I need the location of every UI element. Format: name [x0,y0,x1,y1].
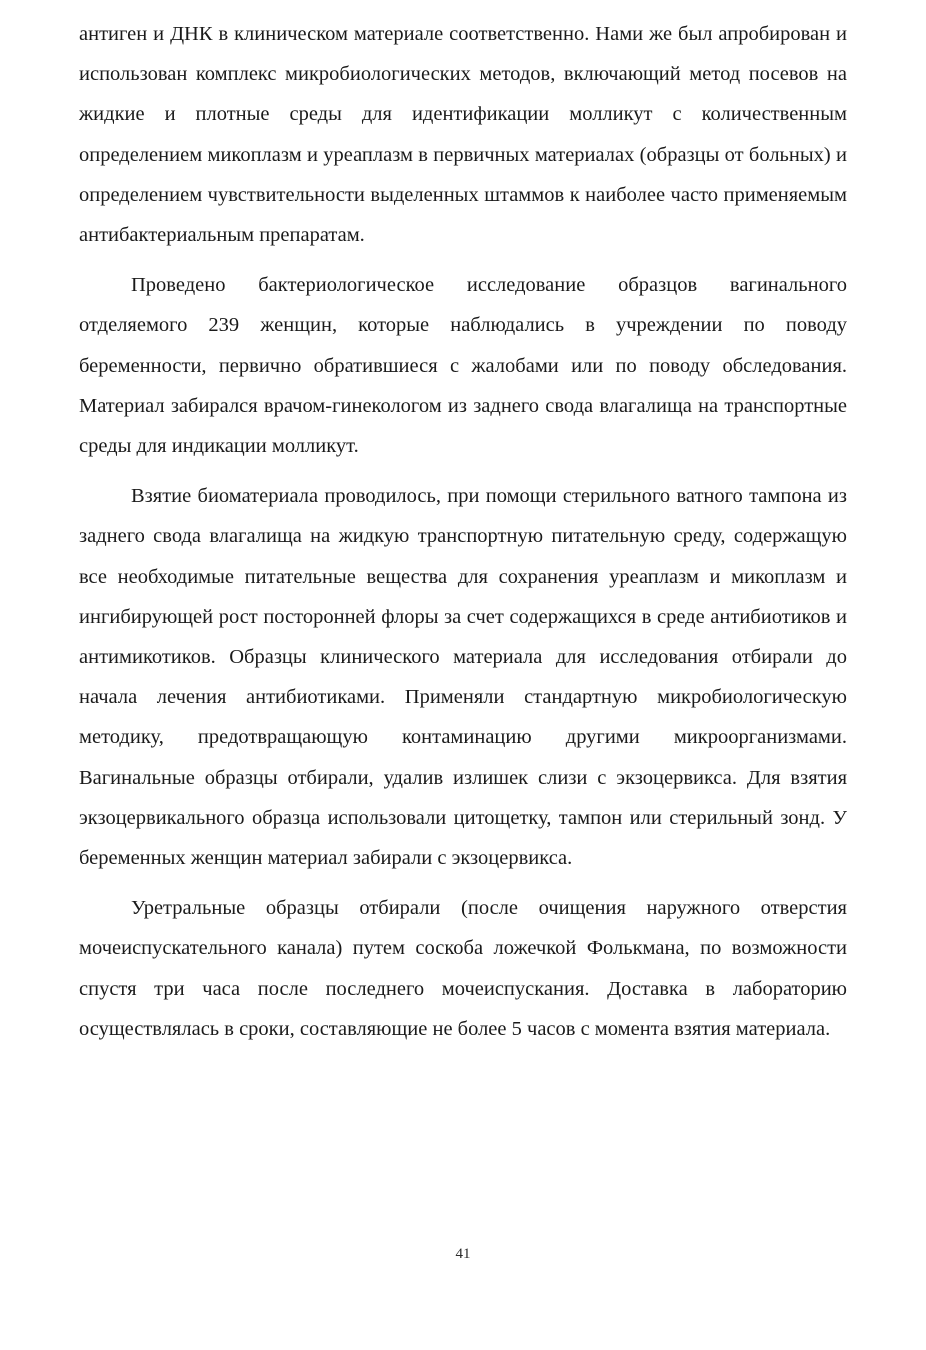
paragraph-1: антиген и ДНК в клиническом материале соответственно. Нами же был апробирован и использован комплекс микробиологических методов, включающий метод посевов на жидкие и плотные среды для идентификации молликут с количественным определением микоплазм и уреаплазм в первичных материалах (образцы от больных) и определением чувствительности выделенных штаммов к наиболее часто применяемым антибактериальным препаратам. [79,23,847,247]
paragraph-4: Уретральные образцы отбирали (после очищения наружного отверстия мочеиспускательного канала) путем соскоба ложечкой Фолькмана, по возможности спустя три часа после последнего мочеиспускания. Доставка в лабораторию осуществлялась в сроки, составляющие не более 5 часов с момента взятия материала. [79,897,847,1040]
body-text [79,14,847,1049]
paragraph-3: Взятие биоматериала проводилось, при помощи стерильного ватного тампона из заднего свода влагалища на жидкую транспортную питательную среду, содержащую все необходимые питательные вещества для сохранения уреаплазм и микоплазм и ингибирующей рост посторонней флоры за счет содержащихся в среде антибиотиков и антимикотиков. Образцы клинического материала для исследования отбирали до начала лечения антибиотиками. Применяли стандартную микробиологическую методику, предотвращающую контаминацию другими микроорганизмами. Вагинальные образцы отбирали, удалив излишек слизи с экзоцервикса. Для взятия экзоцервикального образца использовали цитощетку, тампон или стерильный зонд. У беременных женщин материал забирали с экзоцервикса. [79,485,847,870]
paragraph-2: Проведено бактериологическое исследование образцов вагинального отделяемого 239 женщин, которые наблюдались в учреждении по поводу беременности, первично обратившиеся с жалобами или по поводу обследования. Материал забирался врачом-гинекологом из заднего свода влагалища на транспортные среды для индикации молликут. [79,274,847,458]
page-number: 41 [455,1246,471,1262]
